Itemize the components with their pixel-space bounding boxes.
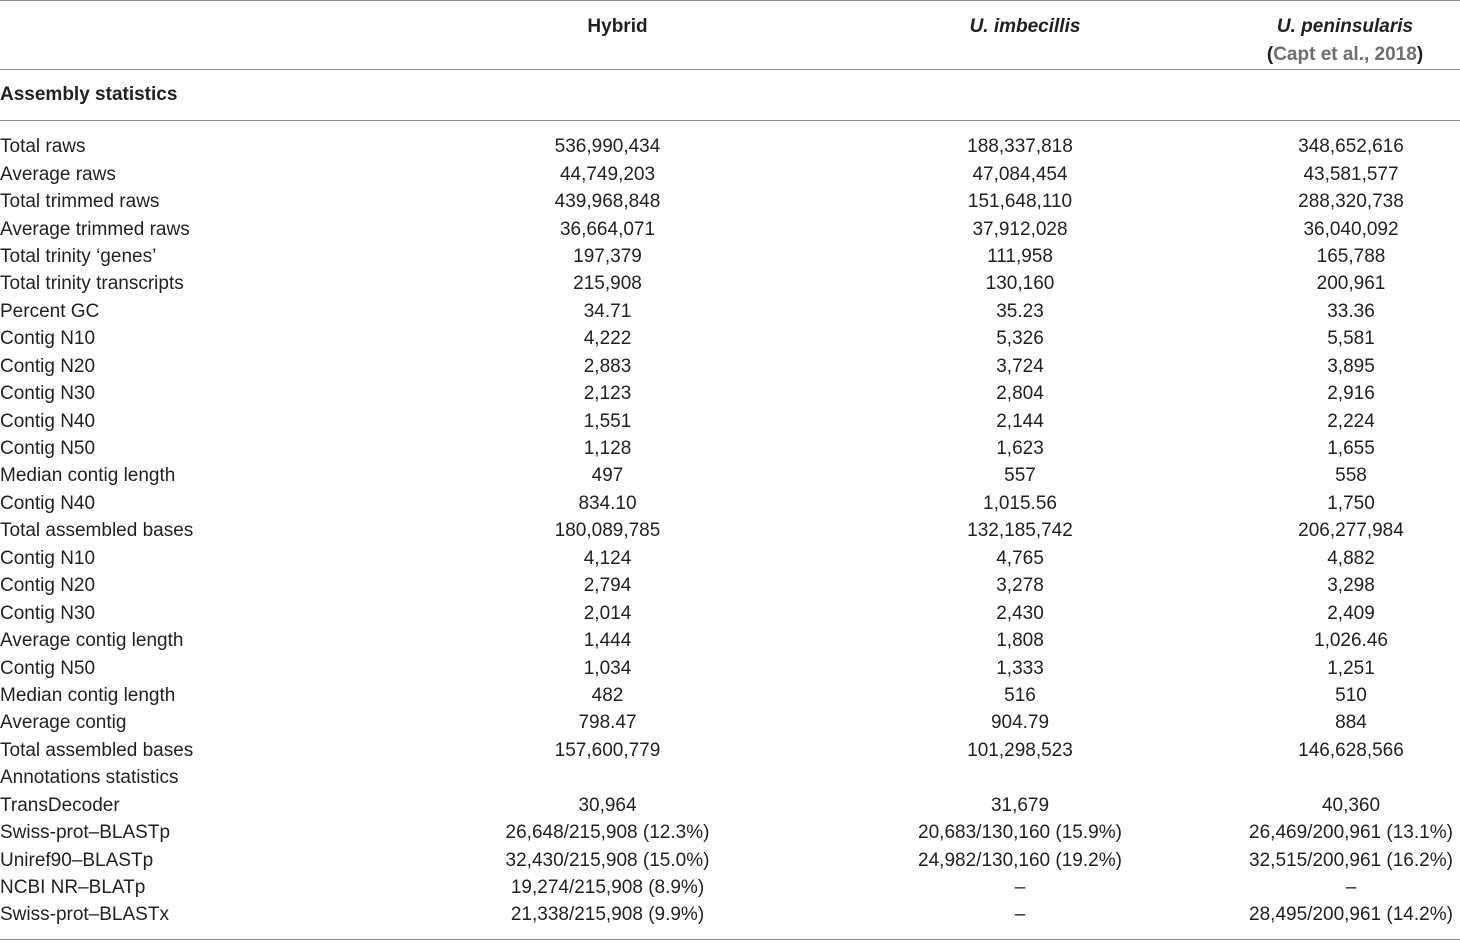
cell-col-3: 2,916 [1327, 383, 1375, 405]
citation-link[interactable]: Capt et al., 2018 [1273, 44, 1417, 65]
cell-col-1: 536,990,434 [554, 136, 661, 158]
cell-col-3: 4,882 [1327, 547, 1375, 569]
cell-col-3: 348,652,616 [1298, 136, 1404, 158]
row-label: Contig N20 [0, 575, 96, 597]
table-row [0, 627, 1460, 654]
table-header [0, 0, 1460, 121]
cell-col-2 [820, 764, 1230, 791]
row-label: Contig N20 [0, 355, 96, 377]
cell-col-2: 130,160 [985, 273, 1055, 295]
cell-col-1: 4,124 [583, 547, 632, 569]
cell-col-1: 44,749,203 [559, 163, 656, 185]
cell-col-3: 2,224 [1327, 410, 1375, 432]
cell-col-2: 37,912,028 [972, 218, 1068, 240]
cell-col-1: 34.71 [583, 300, 632, 322]
table-row [0, 764, 1460, 791]
table-row [0, 325, 1460, 352]
cell-col-2: 31,679 [990, 794, 1050, 816]
cell-col-3: 1,655 [1327, 438, 1375, 460]
row-label: Average contig [0, 712, 127, 734]
row-label: Average contig length [0, 630, 184, 652]
cell-col-1: 21,338/215,908 (9.9%) [510, 904, 705, 926]
row-label: TransDecoder [0, 794, 120, 816]
cell-col-1: 798.47 [578, 712, 637, 734]
cell-col-3: 36,040,092 [1303, 218, 1399, 240]
cell-col-3: 32,515/200,961 (16.2%) [1249, 849, 1453, 871]
header-col-label [0, 1, 415, 69]
cell-col-2: 904.79 [990, 712, 1050, 734]
table-row [0, 792, 1460, 819]
table-row [0, 490, 1460, 517]
cell-col-2: 35.23 [996, 300, 1044, 322]
table-row [0, 407, 1460, 434]
row-label: Contig N40 [0, 410, 96, 432]
table-row [0, 243, 1460, 270]
row-label: Contig N50 [0, 657, 96, 679]
cell-col-3: 26,469/200,961 (13.1%) [1249, 822, 1453, 844]
cell-col-1: 439,968,848 [554, 191, 661, 213]
cell-col-2: 101,298,523 [967, 739, 1073, 761]
cell-col-3: 40,360 [1321, 794, 1381, 816]
header-citation-open: ( [1266, 44, 1274, 65]
row-label: Percent GC [0, 300, 100, 322]
cell-col-2: 4,765 [996, 547, 1044, 569]
cell-col-3: 288,320,738 [1298, 191, 1404, 213]
cell-col-3: 43,581,577 [1303, 163, 1399, 185]
cell-col-1: 834.10 [578, 492, 637, 514]
cell-col-1: 30,964 [578, 794, 637, 816]
cell-col-2: 1,333 [996, 657, 1044, 679]
row-label: Contig N30 [0, 383, 96, 405]
row-label: Swiss-prot–BLASTp [0, 822, 171, 844]
cell-col-2: 3,724 [996, 355, 1044, 377]
table-row [0, 737, 1460, 764]
row-label: Contig N30 [0, 602, 96, 624]
header-col-u-peninsularis [1230, 1, 1460, 69]
cell-col-3: 5,581 [1327, 328, 1375, 350]
cell-col-1: 2,014 [583, 602, 632, 624]
cell-col-1: 180,089,785 [554, 520, 661, 542]
row-label: Contig N40 [0, 492, 96, 514]
table-row [0, 270, 1460, 297]
cell-col-3: 884 [1335, 712, 1367, 734]
cell-col-3: 28,495/200,961 (14.2%) [1249, 904, 1453, 926]
row-label: Total assembled bases [0, 739, 194, 761]
cell-col-2: – [1014, 877, 1026, 899]
cell-col-1: 1,128 [583, 438, 632, 460]
row-label: Contig N50 [0, 438, 96, 460]
row-label: Contig N10 [0, 547, 96, 569]
cell-col-1: 1,034 [583, 657, 632, 679]
cell-col-1: 19,274/215,908 (8.9%) [510, 877, 705, 899]
cell-col-2: 47,084,454 [972, 163, 1068, 185]
cell-col-1: 4,222 [583, 328, 632, 350]
row-label: Annotations statistics [0, 767, 179, 789]
cell-col-2: 3,278 [996, 575, 1044, 597]
cell-col-2: 1,808 [996, 630, 1044, 652]
table-row [0, 215, 1460, 242]
section-title: Assembly statistics [0, 84, 178, 105]
cell-col-3: 1,026.46 [1314, 630, 1388, 652]
row-label: Total assembled bases [0, 520, 194, 542]
cell-col-1: 2,883 [583, 355, 632, 377]
table-row [0, 298, 1460, 325]
cell-col-3: 2,409 [1327, 602, 1375, 624]
cell-col-2: 24,982/130,160 (19.2%) [918, 849, 1122, 871]
cell-col-2: 1,015.56 [983, 492, 1057, 514]
row-label: Total trimmed raws [0, 191, 160, 213]
table-row [0, 353, 1460, 380]
cell-col-3: 3,895 [1327, 355, 1375, 377]
row-label: NCBI NR–BLATp [0, 877, 146, 899]
table-row [0, 380, 1460, 407]
cell-col-3: 1,750 [1327, 492, 1375, 514]
row-label: Contig N10 [0, 328, 96, 350]
cell-col-1: 32,430/215,908 (15.0%) [505, 849, 710, 871]
cell-col-2: – [1014, 904, 1026, 926]
cell-col-1: 157,600,779 [554, 739, 661, 761]
header-col-u-imbecillis: U. imbecillis [969, 16, 1081, 37]
header-col-hybrid: Hybrid [587, 16, 648, 37]
table-row [0, 819, 1460, 846]
cell-col-1: 36,664,071 [559, 218, 656, 240]
cell-col-1: 2,794 [583, 575, 632, 597]
table-row [0, 188, 1460, 215]
cell-col-2: 2,430 [996, 602, 1044, 624]
table-row [0, 435, 1460, 462]
row-label: Average trimmed raws [0, 218, 190, 240]
table-row [0, 545, 1460, 572]
cell-col-2: 1,623 [996, 438, 1044, 460]
row-label: Median contig length [0, 465, 176, 487]
cell-col-1: 497 [591, 465, 624, 487]
table-row [0, 654, 1460, 681]
cell-col-2: 5,326 [996, 328, 1044, 350]
table-row [0, 846, 1460, 873]
cell-col-2: 132,185,742 [967, 520, 1073, 542]
table-row [0, 682, 1460, 709]
cell-col-1: 197,379 [573, 245, 642, 267]
table-row [0, 572, 1460, 599]
cell-col-3: 165,788 [1316, 245, 1386, 267]
row-label: Swiss-prot–BLASTx [0, 904, 169, 926]
cell-col-1: 1,444 [583, 630, 632, 652]
row-label: Total trinity transcripts [0, 273, 184, 295]
table-row [0, 160, 1460, 187]
cell-col-2: 151,648,110 [967, 191, 1073, 213]
cell-col-3: 33.36 [1327, 300, 1375, 322]
table-row [0, 709, 1460, 736]
cell-col-2: 111,958 [987, 245, 1053, 267]
table-row [0, 517, 1460, 544]
cell-col-2: 20,683/130,160 (15.9%) [918, 822, 1122, 844]
table-row [0, 462, 1460, 489]
cell-col-1: 1,551 [583, 410, 632, 432]
bottom-rule [0, 939, 1460, 940]
cell-col-3: 206,277,984 [1298, 520, 1404, 542]
cell-col-3 [1230, 764, 1460, 791]
row-label: Total raws [0, 136, 86, 158]
cell-col-3: 558 [1335, 465, 1367, 487]
cell-col-3: – [1345, 877, 1357, 899]
header-citation-close: ) [1416, 44, 1424, 65]
cell-col-2: 2,144 [996, 410, 1044, 432]
table-row [0, 874, 1460, 901]
header-species-name: U. peninsularis [1276, 16, 1414, 37]
row-label: Median contig length [0, 684, 176, 706]
header-citation [1230, 41, 1460, 69]
cell-col-1: 2,123 [583, 383, 632, 405]
cell-col-1: 215,908 [573, 273, 642, 295]
cell-col-2: 516 [1004, 684, 1036, 706]
table-row [0, 901, 1460, 928]
cell-col-3: 1,251 [1327, 657, 1375, 679]
cell-col-3: 510 [1335, 684, 1367, 706]
cell-col-2: 2,804 [996, 383, 1044, 405]
table-row [0, 121, 1460, 160]
cell-col-1: 26,648/215,908 (12.3%) [505, 822, 710, 844]
row-label: Total trinity ‘genes’ [0, 245, 157, 267]
cell-col-2: 557 [1004, 465, 1036, 487]
cell-col-1 [415, 764, 820, 791]
cell-col-3: 3,298 [1327, 575, 1375, 597]
table-body [0, 121, 1460, 929]
table-row [0, 599, 1460, 626]
cell-col-1: 482 [591, 684, 624, 706]
cell-col-3: 146,628,566 [1298, 739, 1404, 761]
cell-col-3: 200,961 [1316, 273, 1386, 295]
cell-col-2: 188,337,818 [967, 136, 1073, 158]
row-label: Uniref90–BLASTp [0, 849, 154, 871]
row-label: Average raws [0, 163, 116, 185]
